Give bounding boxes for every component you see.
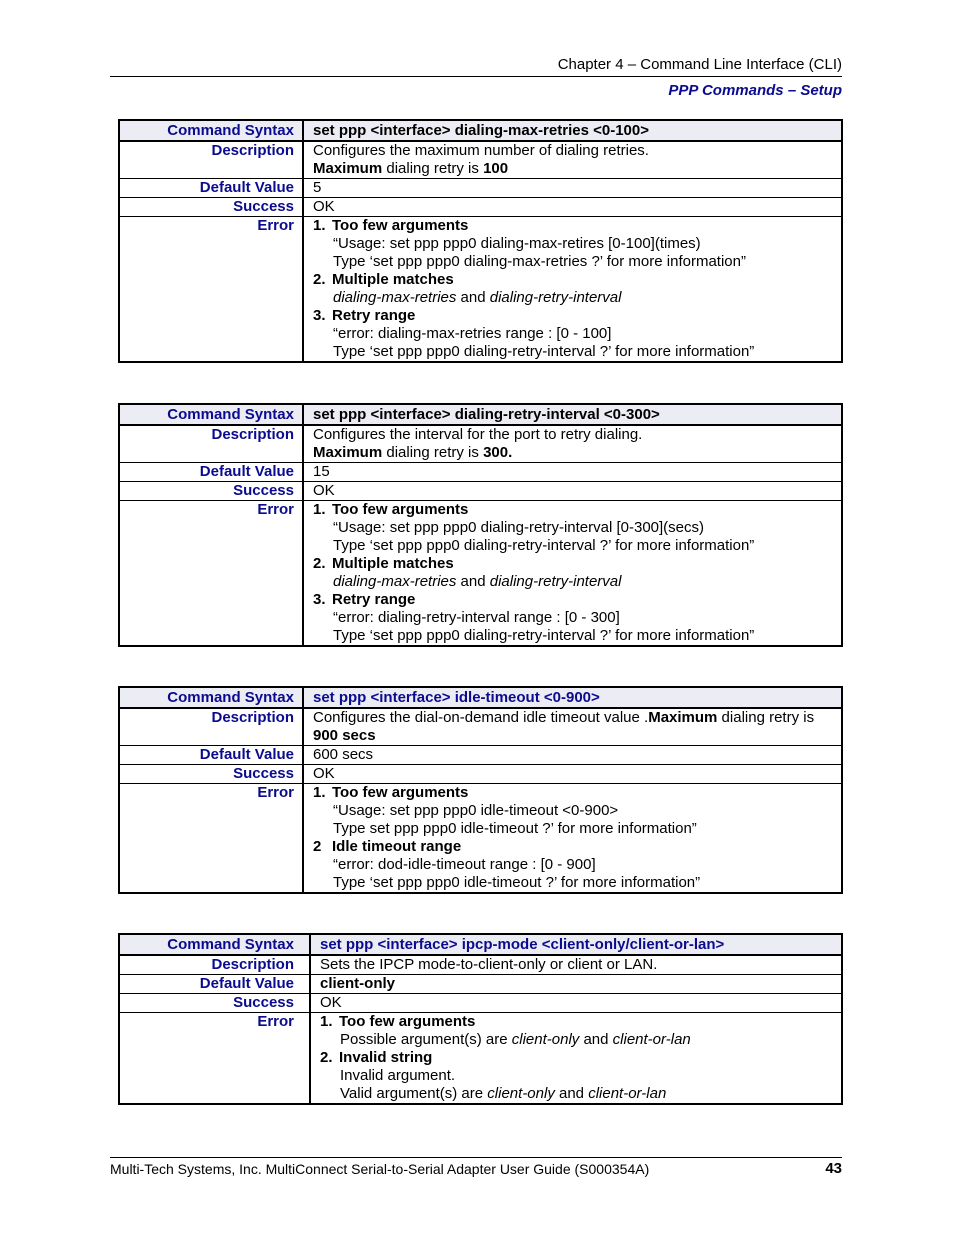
description-label: Description — [119, 955, 310, 975]
command-table-dialing-max-retries — [118, 119, 843, 363]
error-line: “error: dod-idle-timeout range : [0 - 900] — [333, 856, 596, 873]
syntax-label: Command Syntax — [119, 687, 303, 708]
success-row — [119, 482, 842, 501]
error-line: “error: dialing-max-retries range : [0 - 100] — [333, 325, 612, 342]
error-value — [310, 1013, 842, 1105]
error-item-heading: 1. Too few arguments — [313, 217, 469, 234]
success-value: OK — [303, 765, 842, 784]
error-label: Error — [119, 217, 303, 363]
success-row — [119, 994, 842, 1013]
bold-text: 100 — [483, 160, 509, 177]
error-label: Error — [119, 501, 303, 647]
error-value — [303, 784, 842, 894]
description-max-line — [313, 444, 833, 462]
header-rule — [110, 76, 842, 77]
description-row — [119, 955, 842, 975]
error-line: Possible argument(s) are client-only and client-or-lan — [340, 1031, 691, 1048]
default-label: Default Value — [119, 179, 303, 198]
syntax-value: set ppp <interface> dialing-retry-interval <0-300> — [303, 404, 842, 425]
default-row — [119, 463, 842, 482]
success-label: Success — [119, 198, 303, 217]
error-line: “error: dialing-retry-interval range : [0 - 300] — [333, 609, 620, 626]
default-row — [119, 746, 842, 765]
syntax-row — [119, 404, 842, 425]
text: Configures the dial-on-demand idle timeout value . — [313, 709, 649, 726]
error-line: “Usage: set ppp ppp0 idle-timeout <0-900> — [333, 802, 619, 819]
bold-text: Maximum — [313, 160, 383, 177]
syntax-value: set ppp <interface> idle-timeout <0-900> — [303, 687, 842, 708]
command-table-idle-timeout — [118, 686, 843, 894]
default-value: 5 — [303, 179, 842, 198]
success-value: OK — [303, 482, 842, 501]
description-label: Description — [119, 141, 303, 179]
description-line — [313, 709, 833, 727]
description-label: Description — [119, 708, 303, 746]
error-label: Error — [119, 784, 303, 894]
error-item-heading: 1. Too few arguments — [313, 784, 469, 801]
description-max-line — [313, 160, 833, 178]
description-value — [303, 141, 842, 179]
command-table-dialing-retry-interval — [118, 403, 843, 647]
description-line: Configures the maximum number of dialing retries. — [313, 142, 649, 159]
footer-rule — [110, 1157, 842, 1158]
default-value: 15 — [303, 463, 842, 482]
bold-text: 300. — [483, 444, 513, 461]
running-header-chapter: Chapter 4 – Command Line Interface (CLI) — [557, 56, 842, 73]
error-item-heading: 2. Multiple matches — [313, 555, 454, 572]
text: dialing retry is — [382, 444, 484, 461]
description-row — [119, 141, 842, 179]
success-row — [119, 765, 842, 784]
error-line: Type ‘set ppp ppp0 idle-timeout ?’ for more information” — [333, 874, 701, 891]
default-row — [119, 975, 842, 994]
error-line: Type ‘set ppp ppp0 dialing-max-retries ?’ for more information” — [333, 253, 746, 270]
error-row — [119, 501, 842, 647]
syntax-label: Command Syntax — [119, 404, 303, 425]
syntax-label: Command Syntax — [119, 934, 310, 955]
default-value: client-only — [310, 975, 842, 994]
error-line: Type ‘set ppp ppp0 dialing-retry-interval ?’ for more information” — [333, 343, 755, 360]
bold-text: Maximum — [313, 444, 383, 461]
description-label: Description — [119, 425, 303, 463]
error-item-heading: 2. Multiple matches — [313, 271, 454, 288]
error-row — [119, 1013, 842, 1105]
success-value: OK — [310, 994, 842, 1013]
default-label: Default Value — [119, 746, 303, 765]
success-value: OK — [303, 198, 842, 217]
success-label: Success — [119, 765, 303, 784]
error-line: Type ‘set ppp ppp0 dialing-retry-interval ?’ for more information” — [333, 627, 755, 644]
default-label: Default Value — [119, 975, 310, 994]
command-table-ipcp-mode — [118, 933, 843, 1105]
syntax-row — [119, 934, 842, 955]
error-line: “Usage: set ppp ppp0 dialing-retry-interval [0-300](secs) — [333, 519, 705, 536]
success-label: Success — [119, 482, 303, 501]
error-item-heading: 3. Retry range — [313, 307, 416, 324]
error-line: Invalid argument. — [340, 1067, 456, 1084]
text: dialing retry is — [382, 160, 484, 177]
error-value — [303, 501, 842, 647]
error-item-heading: 1. Too few arguments — [313, 501, 469, 518]
default-row — [119, 179, 842, 198]
error-line: dialing-max-retries and dialing-retry-interval — [333, 289, 622, 306]
description-max-line: 900 secs — [313, 727, 376, 744]
error-line: Type set ppp ppp0 idle-timeout ?’ for more information” — [333, 820, 697, 837]
description-value: Sets the IPCP mode-to-client-only or client or LAN. — [310, 955, 842, 975]
error-row — [119, 217, 842, 363]
syntax-value: set ppp <interface> ipcp-mode <client-only/client-or-lan> — [310, 934, 842, 955]
syntax-value: set ppp <interface> dialing-max-retries <0-100> — [303, 120, 842, 141]
text: dialing retry is — [717, 709, 815, 726]
error-line: Valid argument(s) are client-only and client-or-lan — [340, 1085, 667, 1102]
error-item-heading: 3. Retry range — [313, 591, 416, 608]
error-line: dialing-max-retries and dialing-retry-interval — [333, 573, 622, 590]
syntax-label: Command Syntax — [119, 120, 303, 141]
error-row — [119, 784, 842, 894]
footer-text: Multi-Tech Systems, Inc. MultiConnect Serial-to-Serial Adapter User Guide (S000354A) — [110, 1161, 650, 1177]
syntax-row — [119, 687, 842, 708]
running-header-section: PPP Commands – Setup — [668, 82, 842, 99]
syntax-row — [119, 120, 842, 141]
page-number: 43 — [825, 1160, 842, 1177]
description-value — [303, 708, 842, 746]
description-row — [119, 425, 842, 463]
description-row — [119, 708, 842, 746]
error-label: Error — [119, 1013, 310, 1105]
default-value: 600 secs — [303, 746, 842, 765]
error-item-heading: 1. Too few arguments — [320, 1013, 476, 1030]
error-value — [303, 217, 842, 363]
success-row — [119, 198, 842, 217]
error-line: “Usage: set ppp ppp0 dialing-max-retires [0-100](times) — [333, 235, 701, 252]
success-label: Success — [119, 994, 310, 1013]
error-item-heading: 2 Idle timeout range — [313, 838, 462, 855]
description-value — [303, 425, 842, 463]
bold-text: Maximum — [648, 709, 718, 726]
error-item-heading: 2. Invalid string — [320, 1049, 433, 1066]
default-label: Default Value — [119, 463, 303, 482]
error-line: Type ‘set ppp ppp0 dialing-retry-interval ?’ for more information” — [333, 537, 755, 554]
description-line: Configures the interval for the port to retry dialing. — [313, 426, 643, 443]
